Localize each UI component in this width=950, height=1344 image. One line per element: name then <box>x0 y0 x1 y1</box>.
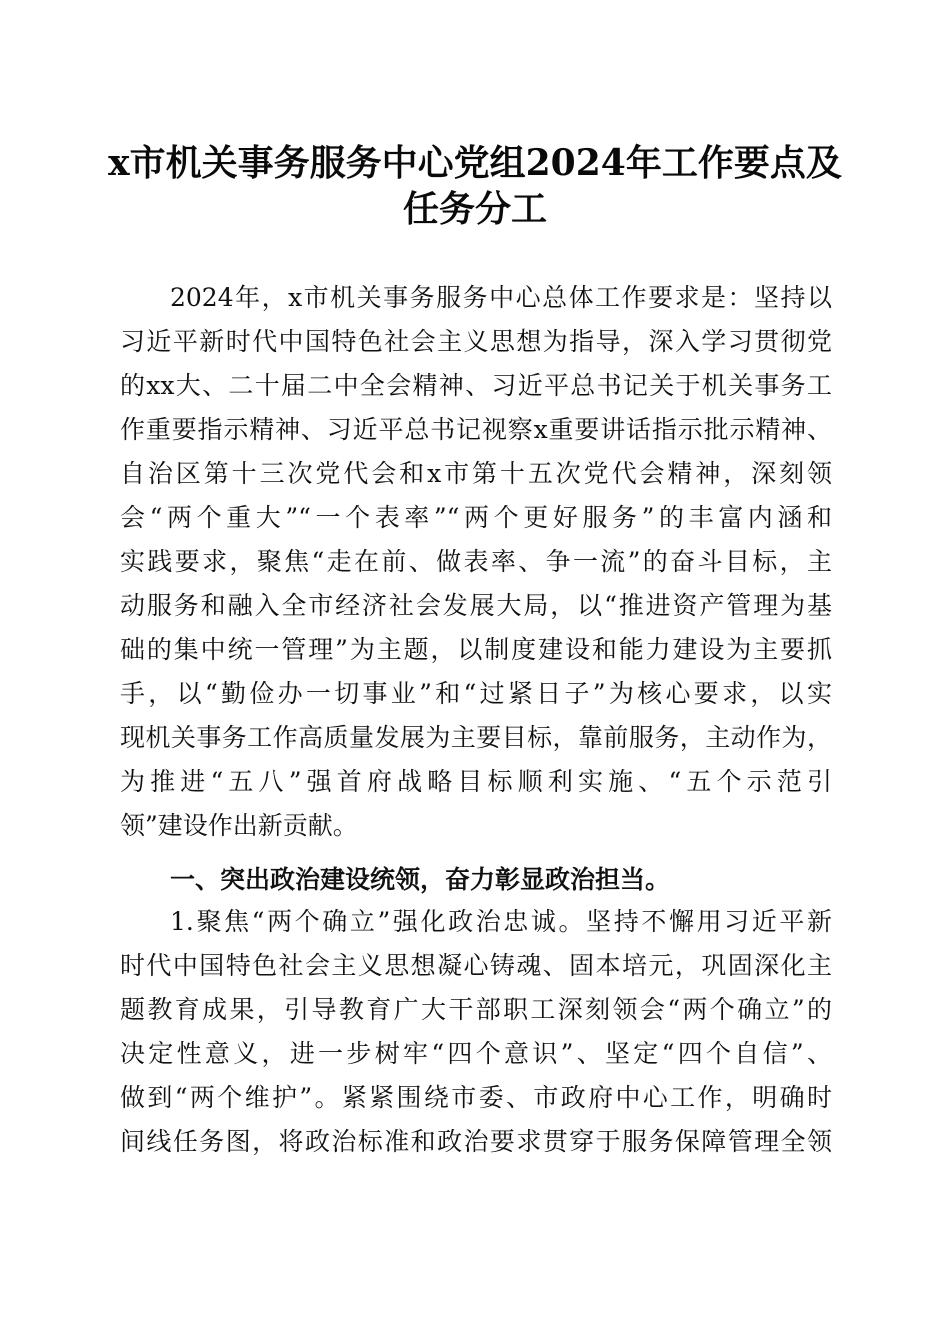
paragraph-line: 1.聚焦“两个确立”强化政治忠诚。坚持不懈用习近平新 <box>170 907 832 936</box>
paragraph-line: 题教育成果，引导教育广大干部职工深刻领会“两个确立”的 <box>120 995 832 1024</box>
paragraph-line: 手，以“勤俭办一切事业”和“过紧日子”为核心要求，以实 <box>120 679 832 708</box>
paragraph-line: 领”建设作出新贡献。 <box>120 811 358 840</box>
paragraph-line: 作重要指示精神、习近平总书记视察x重要讲话指示批示精神、 <box>120 415 832 444</box>
paragraph-line: 现机关事务工作高质量发展为主要目标，靠前服务，主动作为， <box>120 723 832 752</box>
paragraph-line: 自治区第十三次党代会和x市第十五次党代会精神，深刻领 <box>120 459 832 488</box>
paragraph-line: 实践要求，聚焦“走在前、做表率、争一流”的奋斗目标，主 <box>120 547 832 576</box>
document-title-line-1: x市机关事务服务中心党组2024年工作要点及 <box>108 142 842 184</box>
paragraph-line: 决定性意义，进一步树牢“四个意识”、坚定“四个自信”、 <box>120 1039 832 1068</box>
paragraph-line: 做到“两个维护”。紧紧围绕市委、市政府中心工作，明确时 <box>120 1083 832 1112</box>
paragraph-line: 间线任务图，将政治标准和政治要求贯穿于服务保障管理全领 <box>120 1127 832 1156</box>
section-heading: 一、突出政治建设统领，奋力彰显政治担当。 <box>170 865 671 894</box>
paragraph-line: 的xx大、二十届二中全会精神、习近平总书记关于机关事务工 <box>120 371 832 400</box>
document-title-line-2: 任务分工 <box>402 188 547 230</box>
paragraph-line: 动服务和融入全市经济社会发展大局，以“推进资产管理为基 <box>120 591 832 620</box>
paragraph-line: 习近平新时代中国特色社会主义思想为指导，深入学习贯彻党 <box>120 327 832 356</box>
paragraph-line: 2024年，x市机关事务服务中心总体工作要求是：坚持以 <box>170 283 832 312</box>
paragraph-line: 为推进“五八”强首府战略目标顺利实施、“五个示范引 <box>120 767 832 796</box>
paragraph-line: 会“两个重大”“一个表率”“两个更好服务”的丰富内涵和 <box>120 503 832 532</box>
paragraph-line: 础的集中统一管理”为主题，以制度建设和能力建设为主要抓 <box>120 635 832 664</box>
paragraph-line: 时代中国特色社会主义思想凝心铸魂、固本培元，巩固深化主 <box>120 951 832 980</box>
